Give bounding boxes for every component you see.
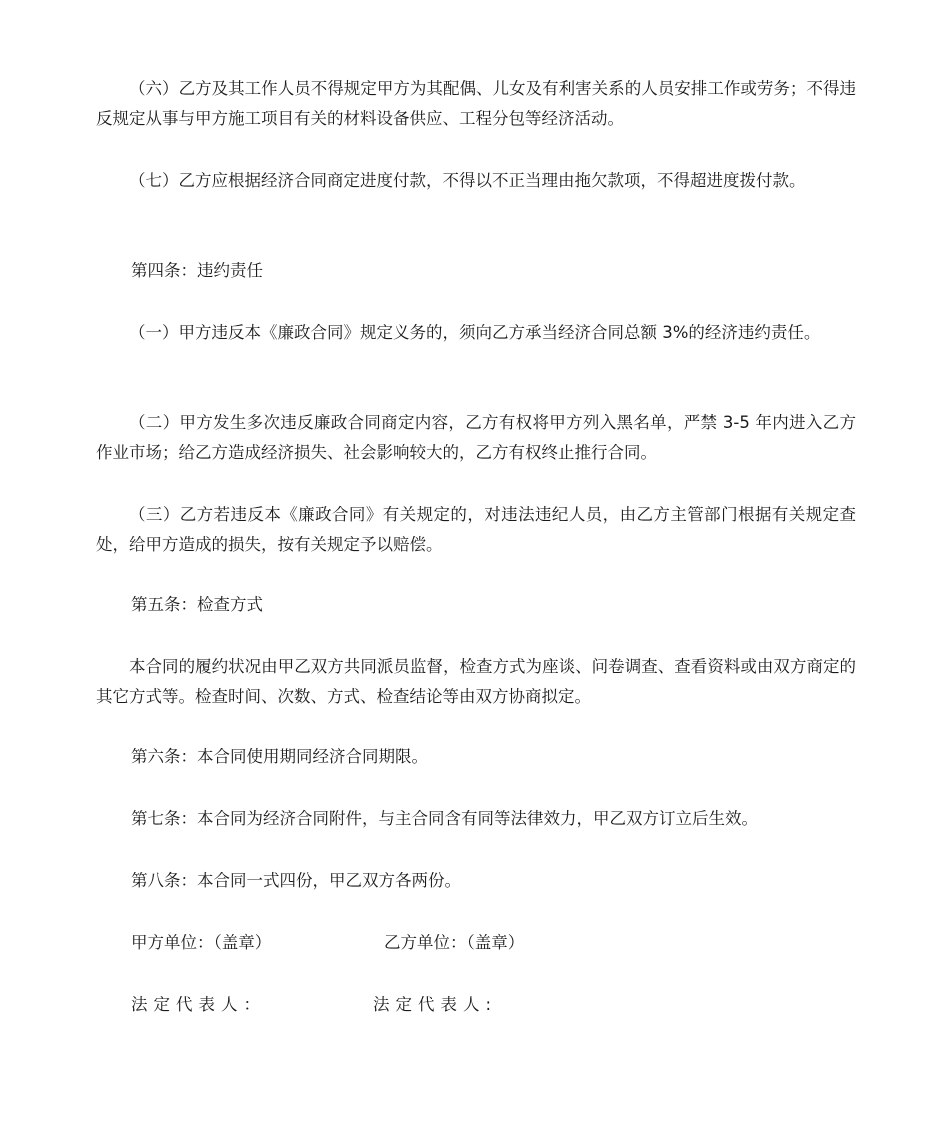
article-4-clause-1: （一）甲方违反本《廉政合同》规定义务的，须向乙方承当经济合同总额 3%的经济违约责任。: [129, 323, 821, 342]
article-4-clause-3: （三）乙方若违反本《廉政合同》有关规定的，对违法违纪人员，由乙方主管部门根据有关规定查处，给甲方造成的损失，按有关规定予以赔偿。: [96, 505, 856, 554]
clause-6: （六）乙方及其工作人员不得规定甲方为其配偶、儿女及有利害关系的人员安排工作或劳务；不得违反规定从事与甲方施工项目有关的材料设备供应、工程分包等经济活动。: [96, 79, 856, 128]
article-7: 第七条：本合同为经济合同附件，与主合同含有同等法律效力，甲乙双方订立后生效。: [131, 809, 758, 828]
party-a-legal-rep: 法定代表人：: [131, 995, 266, 1014]
article-5-body: 本合同的履约状况由甲乙双方共同派员监督，检查方式为座谈、问卷调查、查看资料或由双方商定的其它方式等。检查时间、次数、方式、检查结论等由双方协商拟定。: [96, 657, 856, 706]
party-b-unit: 乙方单位：（盖章）: [384, 933, 525, 952]
article-4-clause-2: （二）甲方发生多次违反廉政合同商定内容，乙方有权将甲方列入黑名单，严禁 3-5 年内进入乙方作业市场；给乙方造成经济损失、社会影响较大的，乙方有权终止推行合同。: [96, 413, 856, 462]
party-a-unit: 甲方单位：（盖章）: [131, 933, 272, 952]
article-6: 第六条：本合同使用期同经济合同期限。: [131, 747, 428, 766]
article-4-title: 第四条：违约责任: [131, 261, 263, 280]
party-b-legal-rep: 法定代表人:: [373, 995, 498, 1014]
clause-7: （七）乙方应根据经济合同商定进度付款，不得以不正当理由拖欠款项，不得超进度拨付款。: [129, 171, 806, 190]
article-8: 第八条：本合同一式四份，甲乙双方各两份。: [131, 871, 461, 890]
article-5-title: 第五条：检查方式: [131, 595, 263, 614]
